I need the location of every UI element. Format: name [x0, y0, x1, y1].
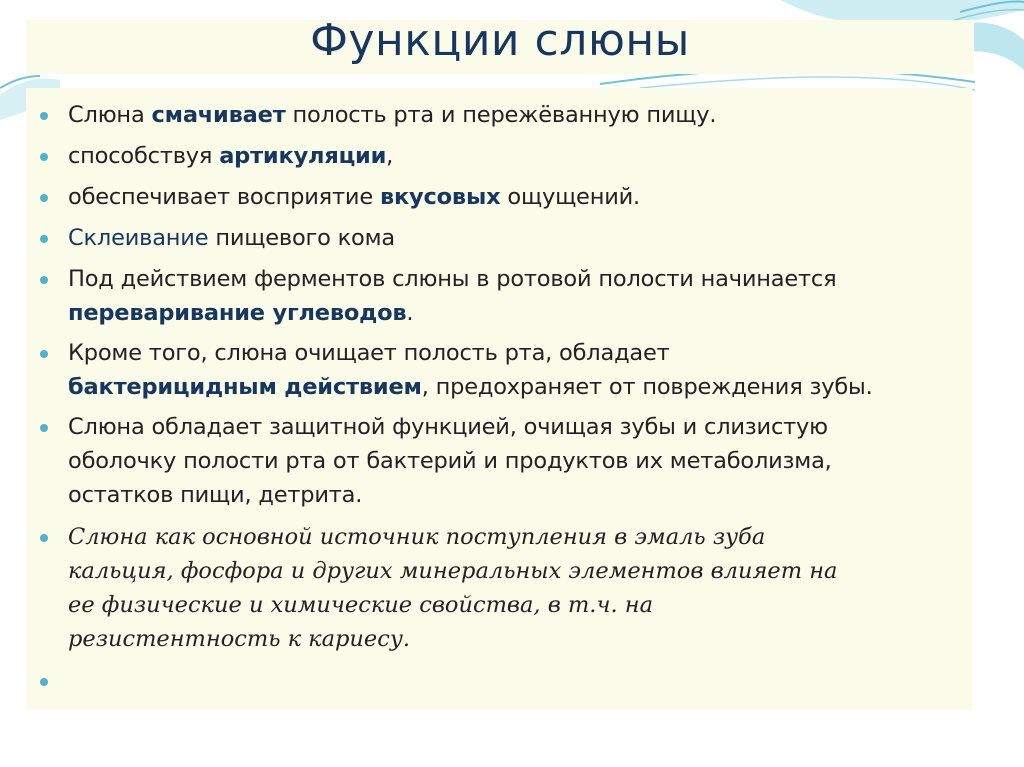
list-item: [68, 520, 968, 656]
item-text: пищевого кома: [208, 225, 395, 251]
item-text: остатков пищи, детрита.: [68, 482, 363, 508]
item-text: резистентность к кариесу.: [68, 626, 411, 652]
item-text: ,: [386, 143, 394, 169]
item-keyword: Склеивание: [68, 225, 209, 251]
item-keyword: смачивает: [151, 102, 286, 128]
list-item: [68, 98, 968, 132]
list-item: [68, 336, 968, 404]
item-text: Под действием ферментов слюны в ротовой полости начинается: [68, 266, 837, 292]
list-item: [68, 180, 968, 214]
list-item: [68, 262, 968, 330]
list-item: [68, 139, 968, 173]
item-text: ощущений.: [500, 184, 641, 210]
bullet-icon: [40, 424, 48, 432]
item-keyword: вкусовых: [379, 184, 501, 210]
item-keyword: бактерицидным действием: [68, 374, 422, 400]
item-text: Слюна: [68, 102, 152, 128]
item-text: полость рта и пережёванную пищу.: [285, 102, 717, 128]
bullet-icon: [40, 194, 48, 202]
list-item-empty: [68, 664, 968, 698]
bullet-icon: [40, 534, 48, 542]
item-text: ее физические и химические свойства, в т.ч. на: [68, 592, 653, 618]
page-title: Функции слюны: [310, 15, 690, 66]
bullet-icon: [40, 112, 48, 120]
list-item: [68, 410, 968, 512]
bullet-icon: [40, 235, 48, 243]
item-keyword: переваривание углеводов: [68, 300, 407, 326]
item-text: способствуя: [68, 143, 220, 169]
item-text: Кроме того, слюна очищает полость рта, обладает: [68, 340, 670, 366]
item-text: обеспечивает восприятие: [68, 184, 380, 210]
item-text: Слюна как основной источник поступления в эмаль зуба: [68, 524, 766, 550]
item-keyword: артикуляции: [219, 143, 387, 169]
item-text: .: [406, 300, 414, 326]
item-text: Слюна обладает защитной функцией, очищая зубы и слизистую: [68, 414, 828, 440]
bullet-icon: [40, 678, 48, 686]
bullet-icon: [40, 153, 48, 161]
item-text: , предохраняет от повреждения зубы.: [421, 374, 873, 400]
list-item: [68, 221, 968, 255]
bullet-icon: [40, 276, 48, 284]
function-list: [68, 96, 968, 698]
item-text: кальция, фосфора и других минеральных элементов влияет на: [68, 558, 838, 584]
item-text: оболочку полости рта от бактерий и продуктов их метаболизма,: [68, 448, 832, 474]
bullet-icon: [40, 350, 48, 358]
